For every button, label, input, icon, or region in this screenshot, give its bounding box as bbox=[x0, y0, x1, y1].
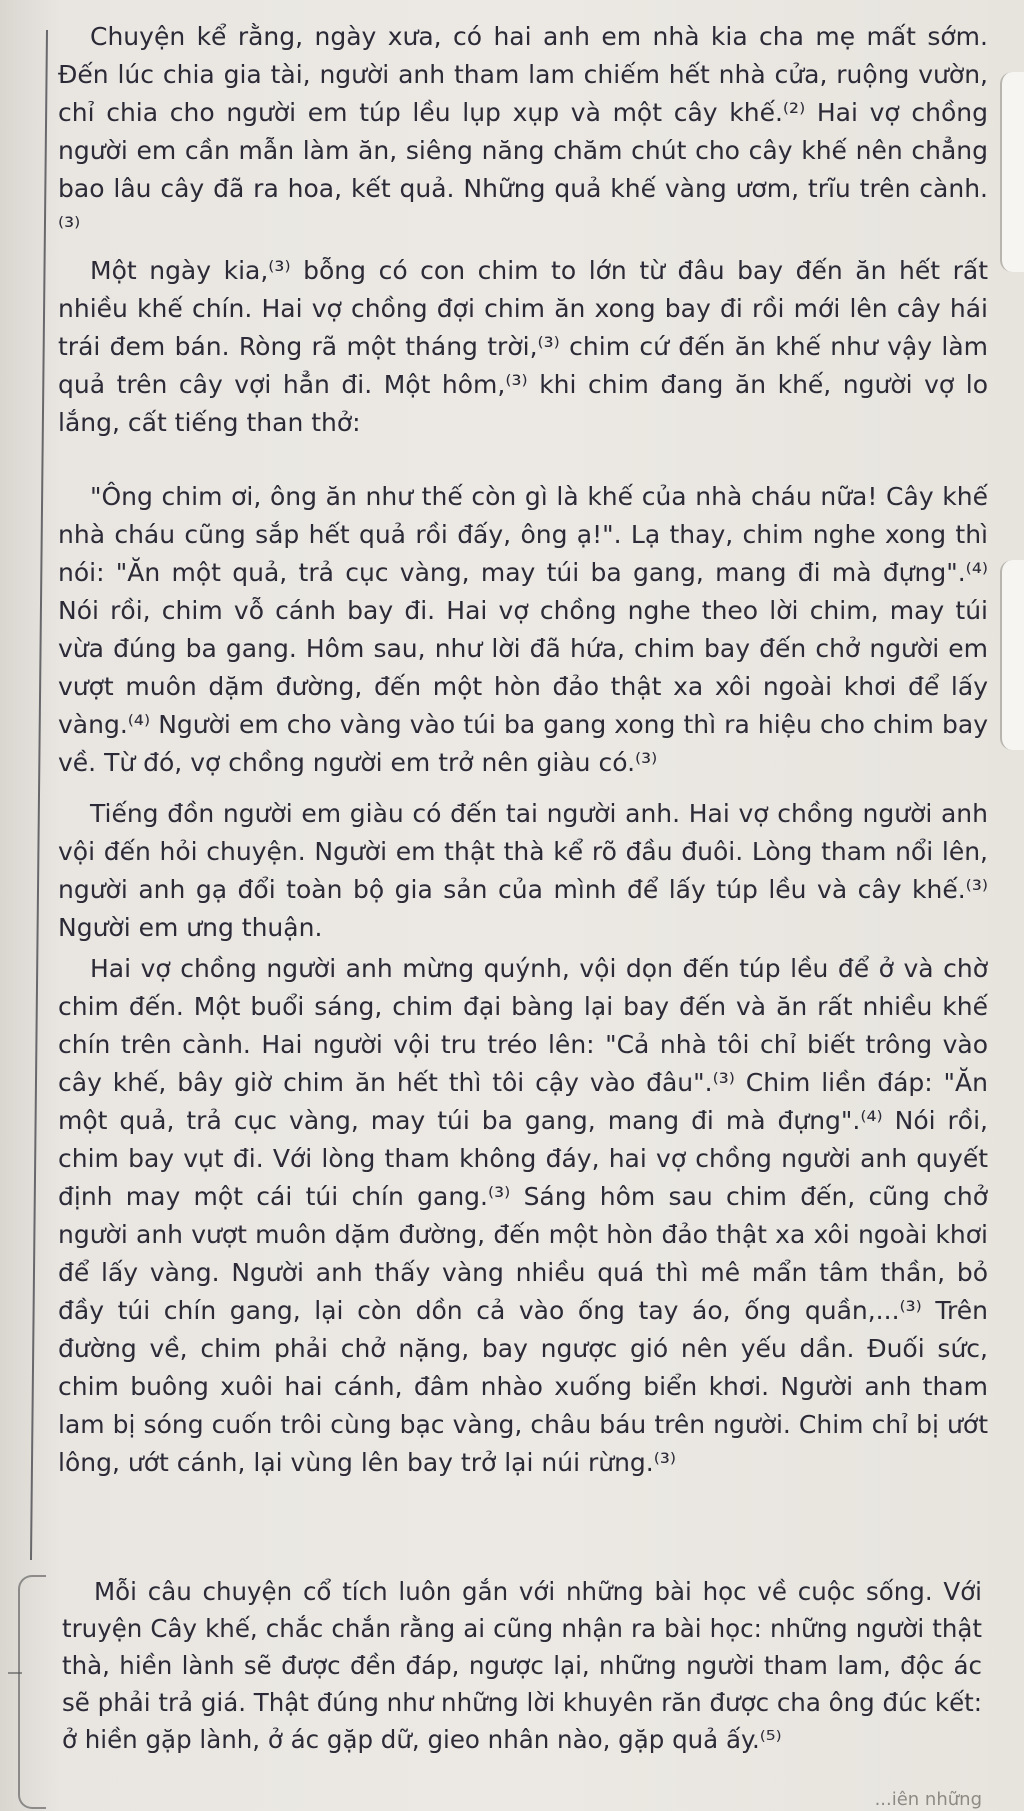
story-paragraph-3 bbox=[58, 478, 988, 782]
page-edge-tab bbox=[1000, 72, 1024, 272]
paragraph-text: Mỗi câu chuyện cổ tích luôn gắn với những bài học về cuộc sống. Với truyện Cây khế, chắc chắn rằng ai cũng nhận ra bài học: những người thật thà, hiền lành sẽ được đền đáp, ngược lại, những người tham lam, độc ác sẽ phải trả giá. Thật đúng như những lời khuyên răn được cha ông đúc kết: ở hiền gặp lành, ở ác gặp dữ, gieo nhân nào, gặp quả ấy.⁽⁵⁾ bbox=[62, 1577, 982, 1754]
bracket-notch-mark bbox=[8, 1672, 22, 1674]
story-paragraph-4 bbox=[58, 795, 988, 947]
paragraph-text: "Ông chim ơi, ông ăn như thế còn gì là khế của nhà cháu nữa! Cây khế nhà cháu cũng sắp hết quả rồi đấy, ông ạ!". Lạ thay, chim nghe xong thì nói: "Ăn một quả, trả cục vàng, may túi ba gang, mang đi mà đựng".⁽⁴⁾ Nói rồi, chim vỗ cánh bay đi. Hai vợ chồng nghe theo lời chim, may túi vừa đúng ba gang. Hôm sau, như lời đã hứa, chim bay đến chở người em vượt muôn dặm đường, đến một hòn đảo thật xa xôi ngoài khơi để lấy vàng.⁽⁴⁾ Người em cho vàng vào túi ba gang xong thì ra hiệu cho chim bay về. Từ đó, vợ chồng người em trở nên giàu có.⁽³⁾ bbox=[58, 482, 988, 777]
story-paragraph-1 bbox=[58, 18, 988, 246]
margin-bracket-mark bbox=[18, 1575, 46, 1809]
cutoff-text-fragment: ...iên những bbox=[874, 1789, 982, 1810]
paragraph-text: Một ngày kia,⁽³⁾ bỗng có con chim to lớn từ đâu bay đến ăn hết rất nhiều khế chín. Hai vợ chồng đợi chim ăn xong bay đi rồi mới lên cây hái trái đem bán. Ròng rã một tháng trời,⁽³⁾ chim cứ đến ăn khế như vậy làm quả trên cây vợi hẳn đi. Một hôm,⁽³⁾ khi chim đang ăn khế, người vợ lo lắng, cất tiếng than thở: bbox=[58, 256, 988, 437]
paragraph-text: Chuyện kể rằng, ngày xưa, có hai anh em nhà kia cha mẹ mất sớm. Đến lúc chia gia tài, người anh tham lam chiếm hết nhà cửa, ruộng vườn, chỉ chia cho người em túp lều lụp xụp và một cây khế.⁽²⁾ Hai vợ chồng người em cần mẫn làm ăn, siêng năng chăm chút cho cây khế nên chẳng bao lâu cây đã ra hoa, kết quả. Những quả khế vàng ươm, trĩu trên cành.⁽³⁾ bbox=[58, 22, 988, 241]
paragraph-text: Tiếng đồn người em giàu có đến tai người anh. Hai vợ chồng người anh vội đến hỏi chuyện. Người em thật thà kể rõ đầu đuôi. Lòng tham nổi lên, người anh gạ đổi toàn bộ gia sản của mình để lấy túp lều và cây khế.⁽³⁾ Người em ưng thuận. bbox=[58, 799, 988, 942]
conclusion-paragraph bbox=[62, 1573, 982, 1758]
paragraph-text: Hai vợ chồng người anh mừng quýnh, vội dọn đến túp lều để ở và chờ chim đến. Một buổi sáng, chim đại bàng lại bay đến và ăn rất nhiều khế chín trên cành. Hai người vội tru tréo lên: "Cả nhà tôi chỉ biết trông vào cây khế, bây giờ chim ăn hết thì tôi cậy vào đâu".⁽³⁾ Chim liền đáp: "Ăn một quả, trả cục vàng, may túi ba gang, mang đi mà đựng".⁽⁴⁾ Nói rồi, chim bay vụt đi. Với lòng tham không đáy, hai vợ chồng người anh quyết định may một cái túi chín gang.⁽³⁾ Sáng hôm sau chim đến, cũng chở người anh vượt muôn dặm đường, đến một hòn đảo thật xa xôi ngoài khơi để lấy vàng. Người anh thấy vàng nhiều quá thì mê mẩn tâm thần, bỏ đầy túi chín gang, lại còn dồn cả vào ống tay áo, ống quần,...⁽³⁾ Trên đường về, chim phải chở nặng, bay ngược gió nên yếu dần. Đuối sức, chim buông xuôi hai cánh, đâm nhào xuống biển khơi. Người anh tham lam bị sóng cuốn trôi cùng bạc vàng, châu báu trên người. Chim chỉ bị ướt lông, ướt cánh, lại vùng lên bay trở lại núi rừng.⁽³⁾ bbox=[58, 954, 988, 1477]
margin-line bbox=[30, 30, 48, 1560]
story-paragraph-2 bbox=[58, 252, 988, 442]
story-paragraph-5 bbox=[58, 950, 988, 1482]
page-edge-tab bbox=[1000, 560, 1024, 750]
